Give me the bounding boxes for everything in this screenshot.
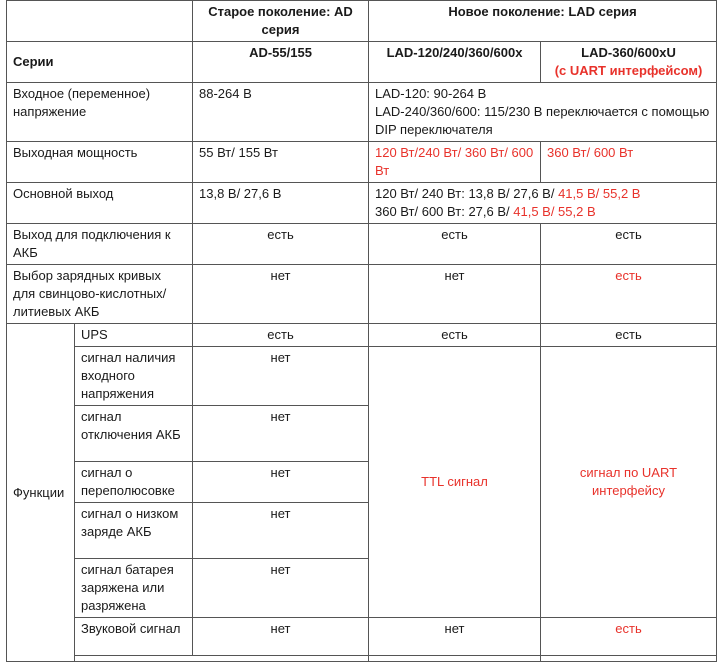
input-signal-row xyxy=(7,347,717,406)
input-voltage-new-line1: LAD-120: 90-264 В xyxy=(375,86,487,101)
charge-curves-new-b: есть xyxy=(541,265,717,324)
buzzer-new-b: есть xyxy=(541,618,717,656)
charge-curves-row xyxy=(7,265,717,324)
functions-label: Функции xyxy=(7,324,75,662)
ups-new-a: есть xyxy=(369,324,541,347)
main-output-new xyxy=(369,183,717,224)
cut-off-cell xyxy=(369,656,541,662)
header-empty-cell xyxy=(7,1,193,42)
battery-output-row xyxy=(7,224,717,265)
low-charge-old: нет xyxy=(193,503,369,559)
input-voltage-row xyxy=(7,83,717,142)
output-power-label: Выходная мощность xyxy=(7,142,193,183)
input-voltage-label: Входное (переменное) напряжение xyxy=(7,83,193,142)
input-voltage-new-line2: LAD-240/360/600: 115/230 В переключается с помощью DIP переключателя xyxy=(375,104,710,137)
series-new-b-name: LAD-360/600xU xyxy=(581,45,676,60)
input-voltage-old: 88-264 В xyxy=(193,83,369,142)
new-generation-header: Новое поколение: LAD серия xyxy=(369,1,717,42)
output-power-row xyxy=(7,142,717,183)
low-charge-label: сигнал о низком заряде АКБ xyxy=(75,503,193,559)
main-output-line1-black: 120 Вт/ 240 Вт: 13,8 В/ 27,6 В/ xyxy=(375,186,555,201)
signals-new-a: TTL сигнал xyxy=(369,347,541,618)
charge-curves-label: Выбор зарядных кривых для свинцово-кислотных/ литиевых АКБ xyxy=(7,265,193,324)
charge-curves-old: нет xyxy=(193,265,369,324)
cut-off-cell xyxy=(75,656,369,662)
battery-output-new-b: есть xyxy=(541,224,717,265)
input-signal-label: сигнал наличия входного напряжения xyxy=(75,347,193,406)
main-output-row xyxy=(7,183,717,224)
main-output-new-line1 xyxy=(375,185,710,203)
reverse-polarity-label: сигнал о переполюсовке xyxy=(75,462,193,503)
battery-state-old: нет xyxy=(193,559,369,618)
battery-off-signal-label: сигнал отключения АКБ xyxy=(75,406,193,462)
output-power-old: 55 Вт/ 155 Вт xyxy=(193,142,369,183)
series-old: AD-55/155 xyxy=(193,42,369,83)
buzzer-old: нет xyxy=(193,618,369,656)
main-output-old: 13,8 В/ 27,6 В xyxy=(193,183,369,224)
output-power-new-a: 120 Вт/240 Вт/ 360 Вт/ 600 Вт xyxy=(369,142,541,183)
battery-output-old: есть xyxy=(193,224,369,265)
battery-output-new-a: есть xyxy=(369,224,541,265)
comparison-table xyxy=(6,0,717,662)
battery-state-label: сигнал батарея заряжена или разряжена xyxy=(75,559,193,618)
series-new-b xyxy=(541,42,717,83)
reverse-polarity-old: нет xyxy=(193,462,369,503)
main-output-line1-red: 41,5 В/ 55,2 В xyxy=(554,186,641,201)
buzzer-row xyxy=(7,618,717,656)
main-output-label: Основной выход xyxy=(7,183,193,224)
main-output-new-line2 xyxy=(375,203,710,221)
series-new-b-note: (с UART интерфейсом) xyxy=(554,63,703,78)
output-power-new-b: 360 Вт/ 600 Вт xyxy=(541,142,717,183)
buzzer-label: Звуковой сигнал xyxy=(75,618,193,656)
ups-row xyxy=(7,324,717,347)
old-generation-header-line2: серия xyxy=(261,22,300,37)
ups-new-b: есть xyxy=(541,324,717,347)
ups-old: есть xyxy=(193,324,369,347)
old-generation-header-line1: Старое поколение: AD xyxy=(208,4,353,19)
old-generation-header xyxy=(193,1,369,42)
series-new-a: LAD-120/240/360/600x xyxy=(369,42,541,83)
ups-label: UPS xyxy=(75,324,193,347)
main-output-line2-red: 41,5 В/ 55,2 В xyxy=(509,204,596,219)
series-label: Серии xyxy=(7,42,193,83)
charge-curves-new-a: нет xyxy=(369,265,541,324)
battery-output-label: Выход для подключения к АКБ xyxy=(7,224,193,265)
series-row xyxy=(7,42,717,83)
input-voltage-new xyxy=(369,83,717,142)
cut-off-cell xyxy=(541,656,717,662)
battery-off-signal-old: нет xyxy=(193,406,369,462)
cut-off-row xyxy=(7,656,717,662)
signals-new-b: сигнал по UART интерфейсу xyxy=(541,347,717,618)
main-output-line2-black: 360 Вт/ 600 Вт: 27,6 В/ xyxy=(375,204,510,219)
input-signal-old: нет xyxy=(193,347,369,406)
buzzer-new-a: нет xyxy=(369,618,541,656)
header-row xyxy=(7,1,717,42)
